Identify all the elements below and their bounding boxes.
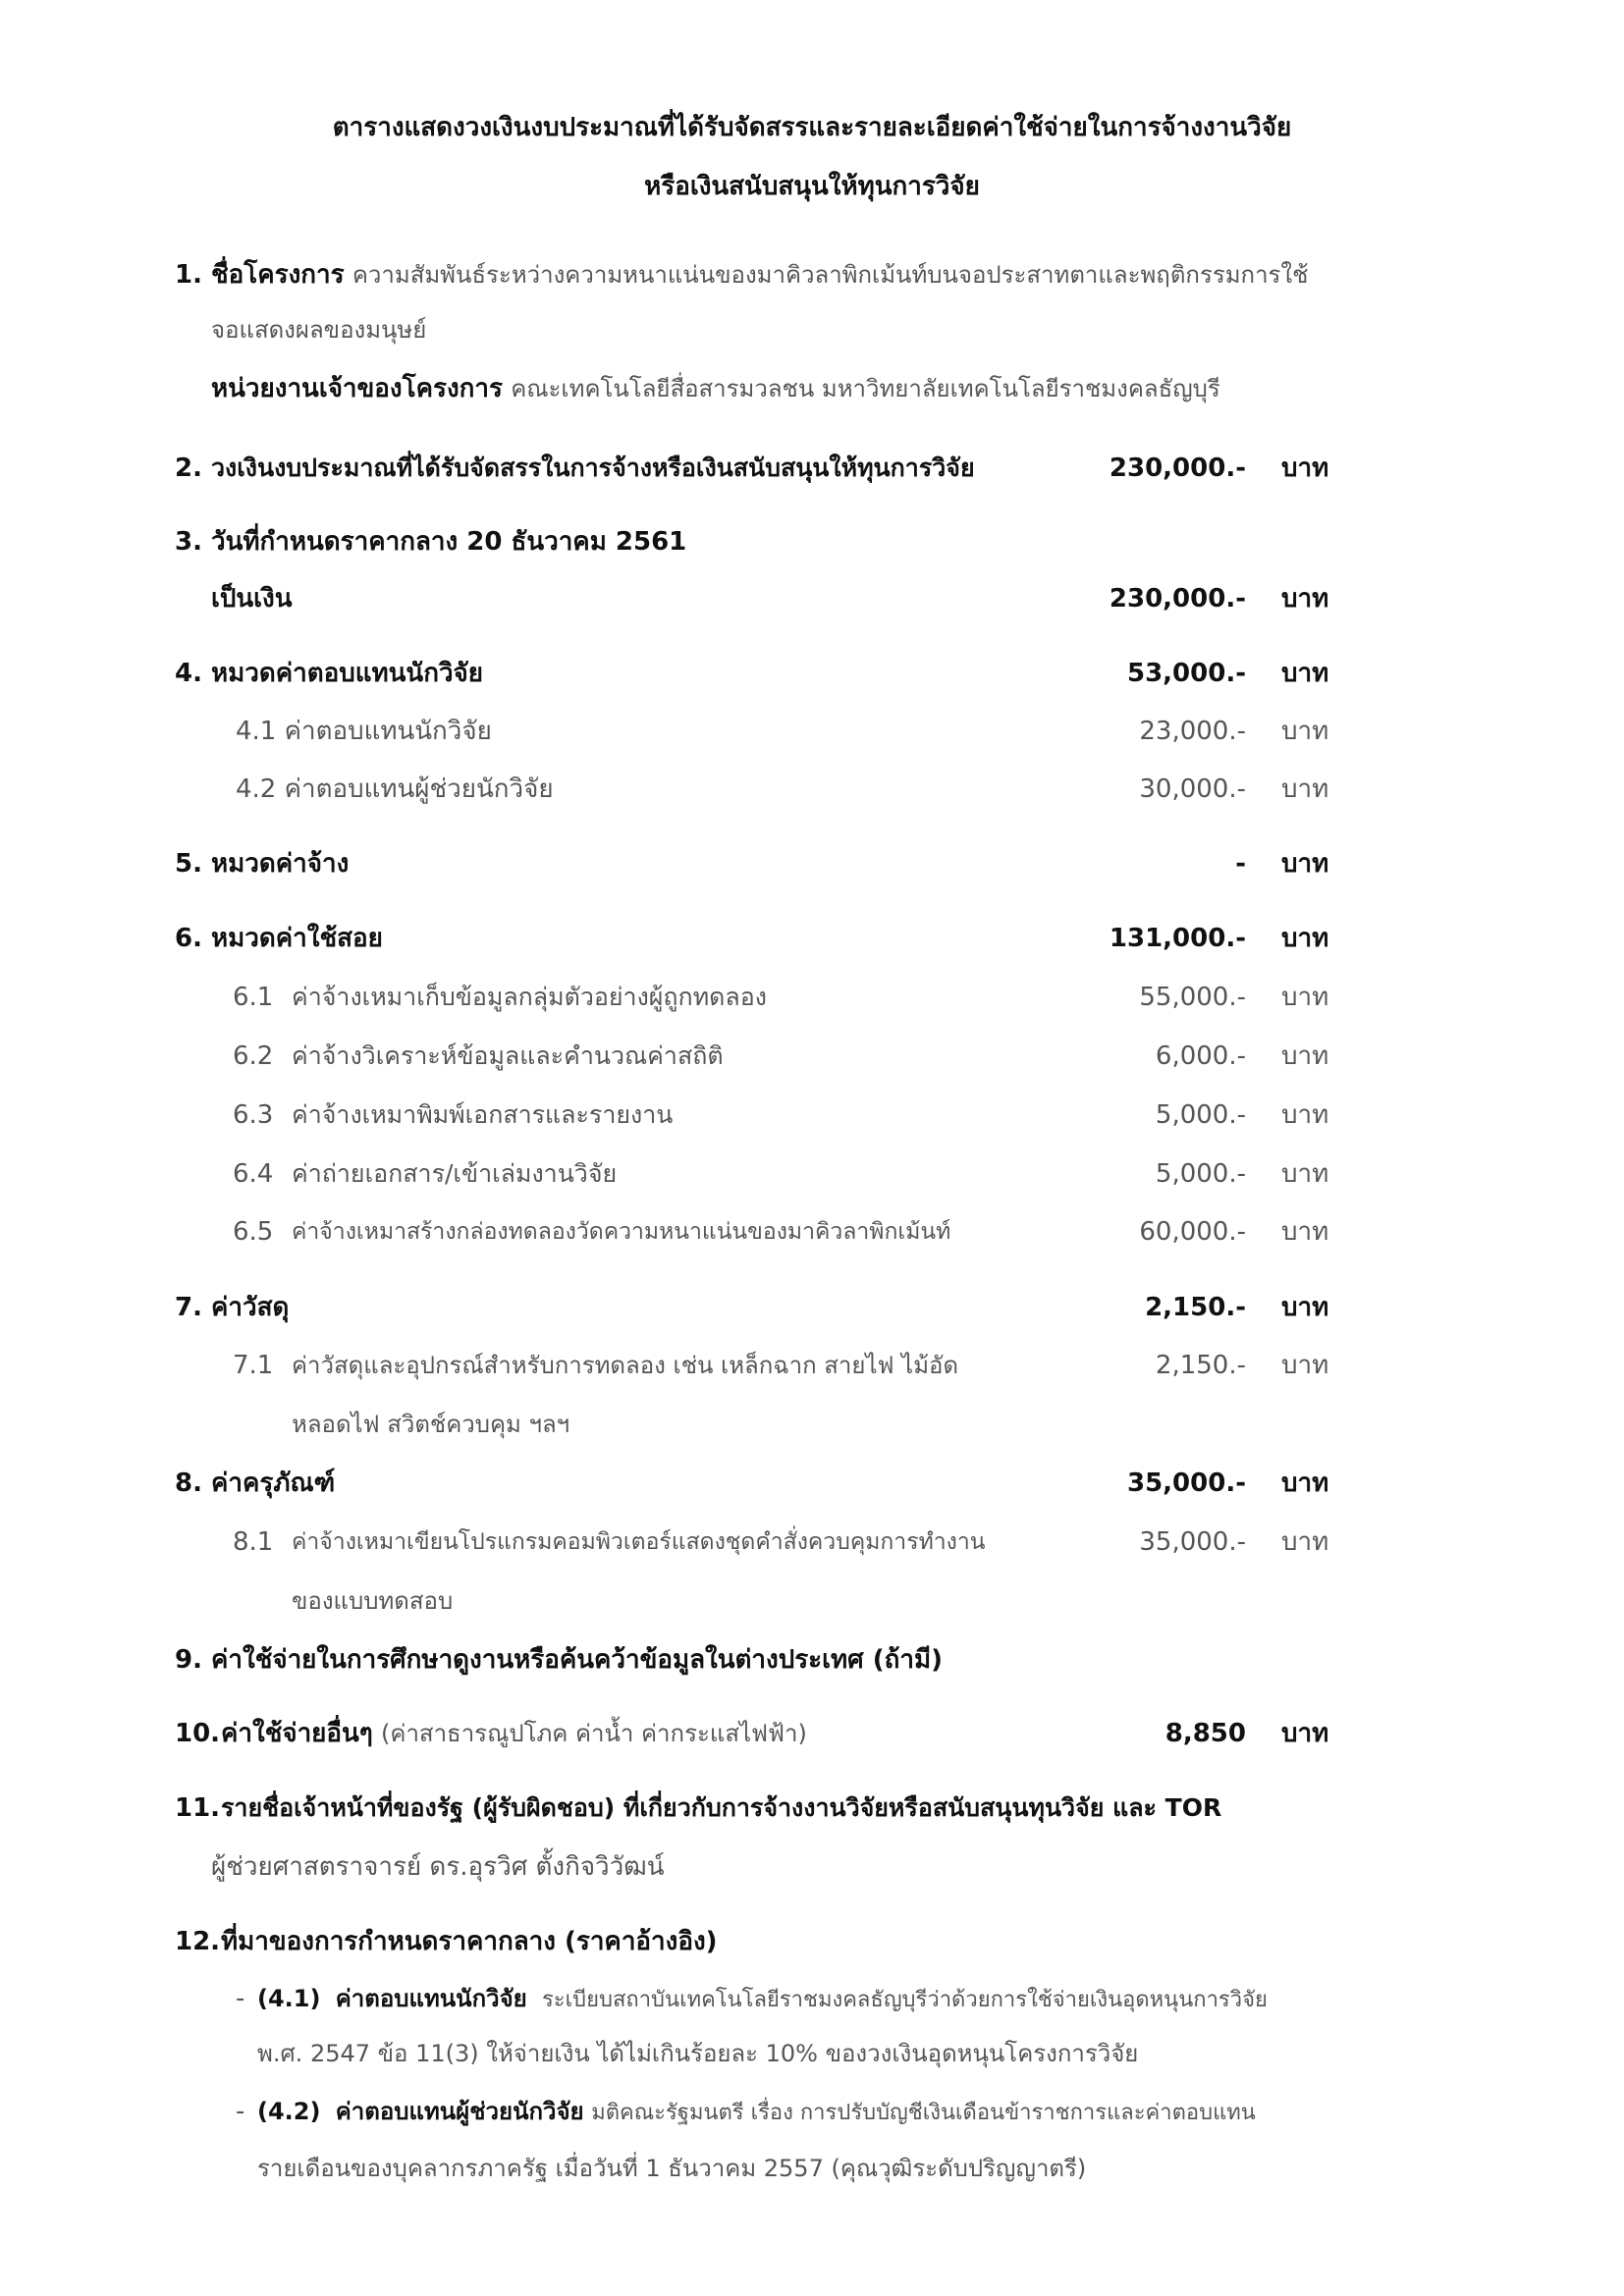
project-name-cont	[0, 310, 1624, 349]
section-2	[0, 449, 1624, 488]
ref-text-line1: ระเบียบสถาบันเทคโนโลยีราชมงคลธัญบุรีว่าด้วยการใช้จ่ายเงินอุดหนุนการวิจัย	[541, 1988, 1268, 2012]
item-label: ค่าถ่ายเอกสาร/เข้าเล่มงานวิจัย	[292, 1159, 618, 1188]
unit: บาท	[1281, 1527, 1329, 1557]
section-number: 5.	[175, 849, 202, 879]
section-label: ชื่อโครงการ	[211, 260, 345, 290]
unit: บาท	[1281, 1217, 1329, 1247]
line-item-8-1	[0, 1522, 1624, 1562]
section-number: 8.	[175, 1468, 202, 1498]
section-number: 6.	[175, 924, 202, 953]
item-number: 8.1	[233, 1527, 274, 1557]
section-10	[0, 1714, 1624, 1753]
section-3-amount	[0, 579, 1624, 618]
ref-text-line2: รายเดือนของบุคลากรภาครัฐ เมื่อวันที่ 1 ธันวาคม 2557 (คุณวุฒิระดับปริญญาตรี)	[257, 2155, 1087, 2182]
page-subtitle: หรือเงินสนับสนุนให้ทุนการวิจัย	[644, 172, 980, 201]
responsible-person	[0, 1847, 1624, 1887]
unit: บาท	[1281, 924, 1329, 953]
item-label: 4.2 ค่าตอบแทนผู้ช่วยนักวิจัย	[236, 774, 554, 804]
section-7	[0, 1288, 1624, 1327]
section-number: 11.	[175, 1793, 221, 1823]
item-label: ค่าจ้างเหมาเขียนโปรแกรมคอมพิวเตอร์แสดงชุดคำสั่งควบคุมการทำงาน	[292, 1529, 986, 1555]
amount: -	[1235, 849, 1246, 879]
item-label-cont: หลอดไฟ สวิตช์ควบคุม ฯลฯ	[292, 1411, 570, 1438]
unit: บาท	[1281, 774, 1329, 804]
project-name-line1: ความสัมพันธ์ระหว่างความหนาแน่นของมาคิวลาพิกเม้นท์บนจอประสาทตาและพฤติกรรมการใช้	[352, 261, 1309, 289]
amount: 5,000.-	[1155, 1159, 1246, 1189]
project-name-line2: จอแสดงผลของมนุษย์	[211, 316, 427, 344]
section-number: 3.	[175, 527, 202, 557]
amount: 2,150.-	[1145, 1293, 1246, 1322]
line-item-6-1	[0, 978, 1624, 1017]
line-item-7-1-cont	[0, 1405, 1624, 1444]
project-owner	[0, 369, 1624, 408]
line-item-8-1-cont	[0, 1581, 1624, 1621]
amount: 35,000.-	[1139, 1527, 1246, 1557]
section-label: หมวดค่าจ้าง	[211, 849, 350, 879]
section-5	[0, 844, 1624, 883]
unit: บาท	[1281, 1719, 1329, 1748]
section-number: 4.	[175, 659, 202, 688]
section-4	[0, 654, 1624, 693]
unit: บาท	[1281, 1159, 1329, 1189]
unit: บาท	[1281, 1351, 1329, 1380]
bullet: -	[236, 1984, 245, 2013]
page-title: ตารางแสดงวงเงินงบประมาณที่ได้รับจัดสรรและรายละเอียดค่าใช้จ่ายในการจ้างงานวิจัย	[332, 113, 1292, 142]
unit: บาท	[1281, 1100, 1329, 1130]
section-number: 9.	[175, 1645, 202, 1675]
line-item-4-1	[0, 712, 1624, 751]
amount: 55,000.-	[1139, 983, 1246, 1012]
unit: บาท	[1281, 659, 1329, 688]
section-number: 1.	[175, 260, 202, 290]
amount: 2,150.-	[1155, 1351, 1246, 1380]
section-label: หมวดค่าใช้สอย	[211, 924, 383, 953]
ref-text-line1: มติคณะรัฐมนตรี เรื่อง การปรับบัญชีเงินเดือนข้าราชการและค่าตอบแทน	[591, 2101, 1256, 2125]
section-number: 12.	[175, 1927, 221, 1956]
item-number: 7.1	[233, 1351, 274, 1380]
amount: 5,000.-	[1155, 1100, 1246, 1130]
unit: บาท	[1281, 454, 1329, 483]
section-12	[0, 1922, 1624, 1961]
amount: 60,000.-	[1139, 1217, 1246, 1247]
person-name: ผู้ช่วยศาสตราจารย์ ดร.อุรวิศ ตั้งกิจวิวัฒน์	[211, 1852, 665, 1882]
unit: บาท	[1281, 1041, 1329, 1071]
line-item-4-2	[0, 770, 1624, 809]
reference-4-1-cont	[0, 2034, 1624, 2073]
section-number: 2.	[175, 454, 202, 483]
item-label: ค่าจ้างเหมาเก็บข้อมูลกลุ่มตัวอย่างผู้ถูกทดลอง	[292, 983, 767, 1011]
section-label: ค่าใช้จ่ายในการศึกษาดูงานหรือค้นคว้าข้อมูลในต่างประเทศ (ถ้ามี)	[211, 1645, 943, 1675]
section-9	[0, 1640, 1624, 1680]
owner-value: คณะเทคโนโลยีสื่อสารมวลชน มหาวิทยาลัยเทคโนโลยีราชมงคลธัญบุรี	[511, 375, 1220, 402]
amount: 230,000.-	[1109, 454, 1246, 483]
section-label: หมวดค่าตอบแทนนักวิจัย	[211, 659, 484, 688]
amount: 23,000.-	[1139, 717, 1246, 746]
item-number: 6.5	[233, 1217, 274, 1247]
section-number: 10.	[175, 1719, 221, 1748]
item-label-cont: ของแบบทดสอบ	[292, 1587, 454, 1615]
unit: บาท	[1281, 1293, 1329, 1322]
section-label: วงเงินงบประมาณที่ได้รับจัดสรรในการจ้างหรือเงินสนับสนุนให้ทุนการวิจัย	[211, 454, 975, 482]
amount: 30,000.-	[1139, 774, 1246, 804]
ref-text-line2: พ.ศ. 2547 ข้อ 11(3) ให้จ่ายเงิน ได้ไม่เกินร้อยละ 10% ของวงเงินอุดหนุนโครงการวิจัย	[257, 2040, 1139, 2067]
item-label: 4.1 ค่าตอบแทนนักวิจัย	[236, 717, 492, 746]
section-3	[0, 522, 1624, 561]
item-label: ค่าจ้างวิเคราะห์ข้อมูลและคำนวณค่าสถิติ	[292, 1041, 724, 1070]
unit: บาท	[1281, 717, 1329, 746]
line-item-6-4	[0, 1154, 1624, 1194]
section-11	[0, 1789, 1624, 1828]
section-note: (ค่าสาธารณูปโภค ค่าน้ำ ค่ากระแสไฟฟ้า)	[381, 1720, 807, 1747]
reference-4-2-cont	[0, 2149, 1624, 2188]
amount: 35,000.-	[1127, 1468, 1246, 1498]
section-label: ที่มาของการกำหนดราคากลาง (ราคาอ้างอิง)	[221, 1927, 718, 1956]
section-1	[0, 255, 1624, 294]
unit: บาท	[1281, 849, 1329, 879]
item-label: ค่าจ้างเหมาพิมพ์เอกสารและรายงาน	[292, 1100, 674, 1129]
unit: บาท	[1281, 1468, 1329, 1498]
section-label: รายชื่อเจ้าหน้าที่ของรัฐ (ผู้รับผิดชอบ) ที่เกี่ยวกับการจ้างงานวิจัยหรือสนับสนุนทุนวิจัย และ TOR	[221, 1793, 1222, 1822]
amount: 230,000.-	[1109, 584, 1246, 614]
item-label: ค่าจ้างเหมาสร้างกล่องทดลองวัดความหนาแน่นของมาคิวลาพิกเม้นท์	[292, 1219, 951, 1245]
bullet: -	[236, 2097, 245, 2126]
item-number: 6.4	[233, 1159, 274, 1189]
reference-4-1	[0, 1979, 1624, 2018]
section-8	[0, 1464, 1624, 1503]
item-number: 6.2	[233, 1041, 274, 1071]
unit: บาท	[1281, 983, 1329, 1012]
amount: 6,000.-	[1155, 1041, 1246, 1071]
unit: บาท	[1281, 584, 1329, 614]
item-label: ค่าวัสดุและอุปกรณ์สำหรับการทดลอง เช่น เหล็กฉาก สายไฟ ไม้อัด	[292, 1352, 959, 1379]
line-item-6-5	[0, 1212, 1624, 1252]
ref-title: ค่าตอบแทนนักวิจัย	[335, 1985, 527, 2012]
section-label: วันที่กำหนดราคากลาง 20 ธันวาคม 2561	[211, 527, 687, 557]
ref-code: (4.1)	[257, 1985, 321, 2012]
ref-title: ค่าตอบแทนผู้ช่วยนักวิจัย	[335, 2098, 584, 2125]
line-item-7-1	[0, 1346, 1624, 1385]
amount: 8,850	[1164, 1719, 1246, 1748]
section-label: ค่าใช้จ่ายอื่นๆ	[221, 1719, 373, 1748]
section-number: 7.	[175, 1293, 202, 1322]
amount: 53,000.-	[1127, 659, 1246, 688]
line-item-6-2	[0, 1037, 1624, 1076]
item-number: 6.1	[233, 983, 274, 1012]
section-label: ค่าครุภัณฑ์	[211, 1468, 336, 1498]
item-number: 6.3	[233, 1100, 274, 1130]
line-item-6-3	[0, 1095, 1624, 1135]
section-6	[0, 919, 1624, 958]
amount: 131,000.-	[1109, 924, 1246, 953]
reference-4-2	[0, 2092, 1624, 2131]
owner-label: หน่วยงานเจ้าของโครงการ	[211, 374, 503, 403]
sub-label: เป็นเงิน	[211, 584, 293, 614]
section-label: ค่าวัสดุ	[211, 1293, 290, 1322]
ref-code: (4.2)	[257, 2098, 321, 2125]
